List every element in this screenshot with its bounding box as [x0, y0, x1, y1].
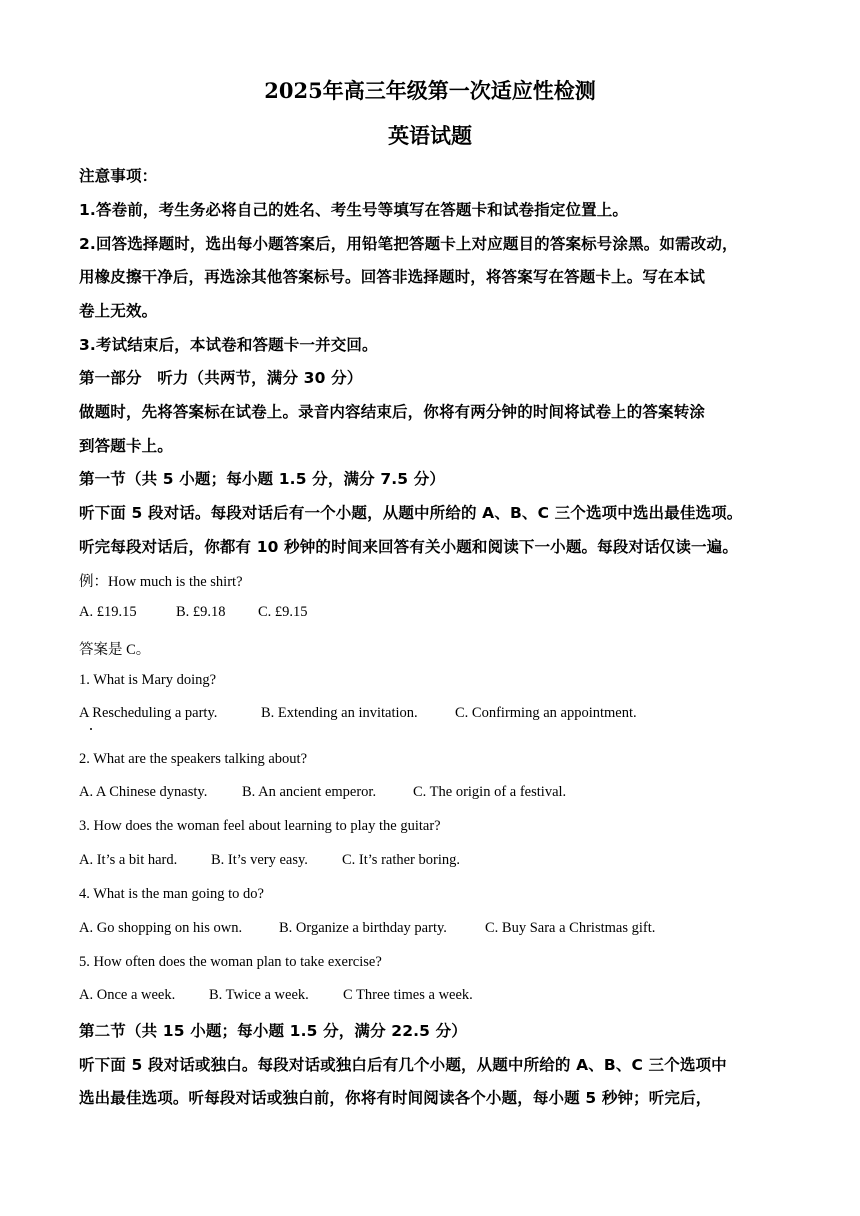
exam-title: 2025年高三年级第一次适应性检测 — [264, 78, 596, 103]
section1-instruction-line-2: 听完每段对话后，你都有 10 秒钟的时间来回答有关小题和阅读下一小题。每段对话仅读一遍。 — [79, 538, 738, 556]
q4-option-b: B. Organize a birthday party. — [279, 920, 447, 936]
question-3: 3. How does the woman feel about learning to play the guitar? — [79, 818, 441, 834]
question-4: 4. What is the man going to do? — [79, 886, 264, 902]
q3-option-c: C. It’s rather boring. — [342, 852, 460, 868]
exam-subtitle: 英语试题 — [388, 123, 472, 148]
part1-intro-line-2: 到答题卡上。 — [79, 437, 173, 455]
example-option-b: B. £9.18 — [176, 604, 226, 620]
q3-option-a: A. It’s a bit hard. — [79, 852, 178, 868]
stray-dot-mark — [90, 728, 92, 730]
q4-option-a: A. Go shopping on his own. — [79, 920, 243, 936]
section1-heading: 第一节（共 5 小题；每小题 1.5 分，满分 7.5 分） — [79, 470, 446, 488]
q1-option-c: C. Confirming an appointment. — [455, 705, 637, 721]
part1-heading: 第一部分 听力（共两节，满分 30 分） — [79, 369, 363, 387]
note-item-1: 1.答卷前，考生务必将自己的姓名、考生号等填写在答题卡和试卷指定位置上。 — [79, 201, 629, 219]
q5-option-b: B. Twice a week. — [209, 987, 309, 1003]
question-5: 5. How often does the woman plan to take exercise? — [79, 954, 382, 970]
section1-instruction-line-1: 听下面 5 段对话。每段对话后有一个小题，从题中所给的 A、B、C 三个选项中选出最佳选项。 — [79, 504, 743, 522]
example-question: 例：How much is the shirt? — [79, 574, 243, 590]
q2-option-a: A. A Chinese dynasty. — [79, 784, 208, 800]
q5-option-a: A. Once a week. — [79, 987, 176, 1003]
q1-option-a: A Rescheduling a party. — [79, 705, 218, 721]
q4-option-c: C. Buy Sara a Christmas gift. — [485, 920, 656, 936]
section2-heading: 第二节（共 15 小题；每小题 1.5 分，满分 22.5 分） — [79, 1022, 467, 1040]
example-option-c: C. £9.15 — [258, 604, 308, 620]
example-option-a: A. £19.15 — [79, 604, 137, 620]
q2-option-c: C. The origin of a festival. — [413, 784, 567, 800]
example-answer: 答案是 C。 — [79, 642, 151, 658]
note-item-2-line-3: 卷上无效。 — [79, 302, 158, 320]
part1-intro-line-1: 做题时，先将答案标在试卷上。录音内容结束后，你将有两分钟的时间将试卷上的答案转涂 — [79, 403, 706, 421]
q2-option-b: B. An ancient emperor. — [242, 784, 377, 800]
q5-option-c: C Three times a week. — [343, 987, 473, 1003]
q1-option-b: B. Extending an invitation. — [261, 705, 418, 721]
note-item-2-line-1: 2.回答选择题时，选出每小题答案后，用铅笔把答题卡上对应题目的答案标号涂黑。如需改动， — [79, 235, 738, 253]
note-item-3: 3.考试结束后，本试卷和答题卡一并交回。 — [79, 336, 378, 354]
question-1: 1. What is Mary doing? — [79, 672, 217, 688]
question-2: 2. What are the speakers talking about? — [79, 751, 308, 767]
note-item-2-line-2: 用橡皮擦干净后，再选涂其他答案标号。回答非选择题时，将答案写在答题卡上。写在本试 — [79, 268, 706, 286]
notes-heading: 注意事项： — [79, 167, 158, 185]
q3-option-b: B. It’s very easy. — [211, 852, 308, 868]
section2-instruction-line-2: 选出最佳选项。听每段对话或独白前，你将有时间阅读各个小题，每小题 5 秒钟；听完后， — [79, 1089, 712, 1107]
section2-instruction-line-1: 听下面 5 段对话或独白。每段对话或独白后有几个小题，从题中所给的 A、B、C 三个选项中 — [79, 1056, 727, 1074]
